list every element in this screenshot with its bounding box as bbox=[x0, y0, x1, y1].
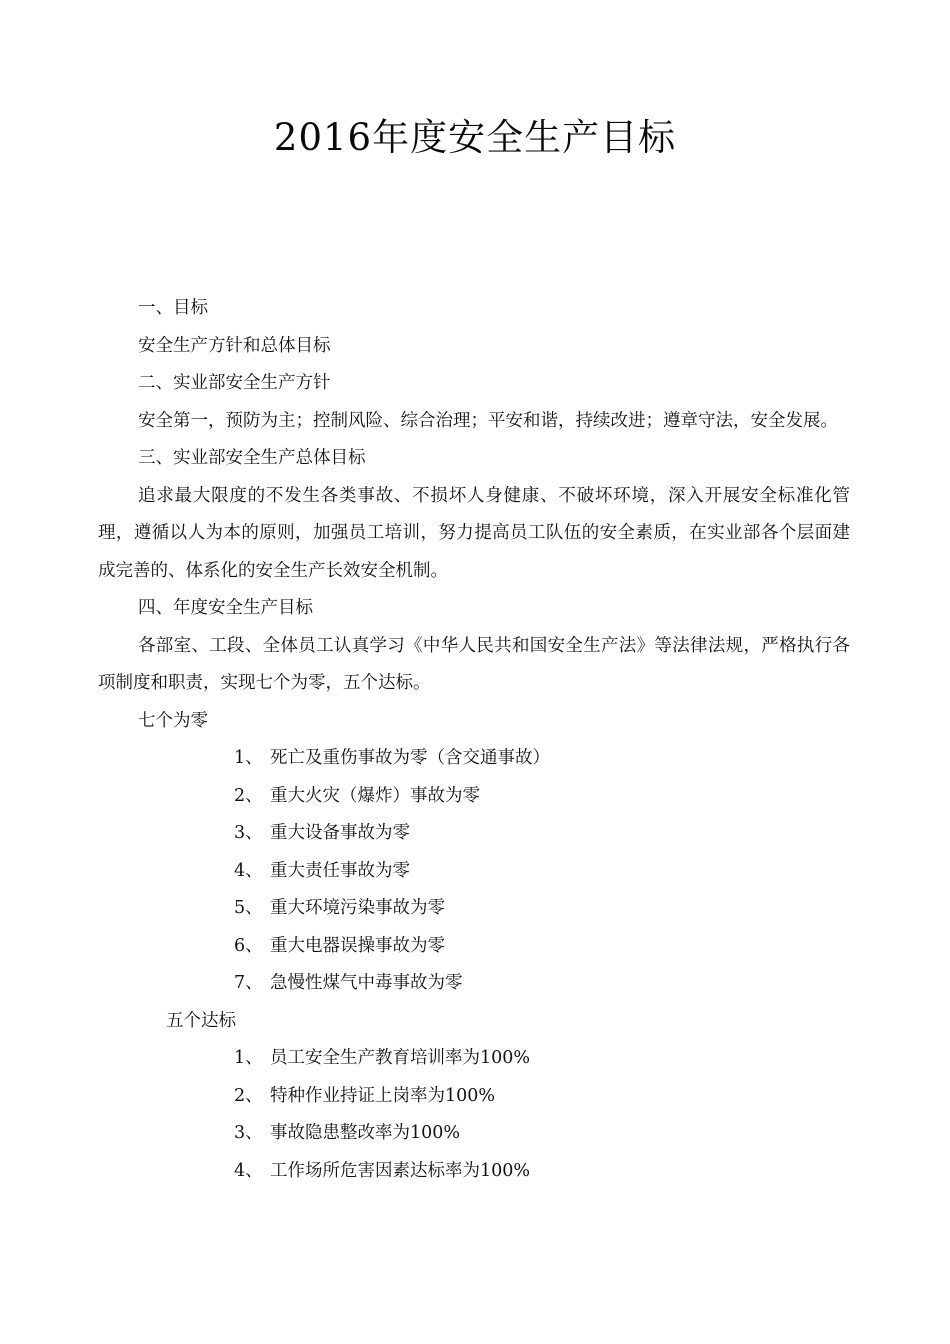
list-item-number: 4、 bbox=[234, 1160, 263, 1181]
five-standards-heading: 五个达标 bbox=[166, 1010, 236, 1031]
seven-zero-heading: 七个为零 bbox=[138, 710, 208, 731]
list-item-number: 2、 bbox=[234, 1085, 263, 1106]
list-item bbox=[98, 1078, 850, 1116]
list-item-text: 工作场所危害因素达标率为100% bbox=[270, 1160, 531, 1181]
list-item-text: 重大责任事故为零 bbox=[270, 860, 410, 881]
list-item bbox=[98, 815, 850, 853]
list-item-text: 重大设备事故为零 bbox=[270, 823, 410, 843]
list-item-number: 1、 bbox=[234, 748, 263, 768]
list-item bbox=[98, 1040, 850, 1078]
list-item-number: 7、 bbox=[234, 973, 263, 993]
section-heading-1: 一、目标 bbox=[138, 298, 208, 318]
section-heading-2: 二、实业部安全生产方针 bbox=[138, 373, 331, 393]
section-heading-4: 四、年度安全生产目标 bbox=[138, 598, 313, 618]
list-item-number: 3、 bbox=[234, 1123, 263, 1143]
list-item bbox=[98, 1115, 850, 1153]
list-item bbox=[98, 778, 850, 816]
list-item-text: 重大火灾（爆炸）事故为零 bbox=[270, 785, 480, 806]
list-item-number: 5、 bbox=[234, 898, 263, 918]
list-item bbox=[98, 1153, 850, 1191]
section-body-1: 安全生产方针和总体目标 bbox=[138, 335, 331, 356]
document-body bbox=[98, 290, 850, 1190]
list-item-number: 2、 bbox=[234, 785, 263, 806]
list-item-text: 特种作业持证上岗率为100% bbox=[270, 1085, 496, 1106]
list-item bbox=[98, 928, 850, 966]
section-body-2: 安全第一，预防为主；控制风险、综合治理；平安和谐，持续改进；遵章守法，安全发展。 bbox=[138, 410, 838, 431]
list-item-number: 6、 bbox=[234, 935, 263, 956]
list-item bbox=[98, 853, 850, 891]
list-item bbox=[98, 965, 850, 1003]
list-item-number: 3、 bbox=[234, 823, 263, 843]
list-item-text: 重大环境污染事故为零 bbox=[270, 898, 445, 918]
list-item-number: 1、 bbox=[234, 1048, 263, 1068]
list-item-number: 4、 bbox=[234, 860, 263, 881]
list-item bbox=[98, 890, 850, 928]
page-title: 2016年度安全生产目标 bbox=[273, 116, 677, 159]
list-item bbox=[98, 740, 850, 778]
section-body-3: 追求最大限度的不发生各类事故、不损坏人身健康、不破坏环境，深入开展安全标准化管理，遵循以人为本的原则，加强员工培训，努力提高员工队伍的安全素质，在实业部各个层面建成完善的、体系化的安全生产长效安全机制。 bbox=[98, 485, 850, 581]
section-body-4: 各部室、工段、全体员工认真学习《中华人民共和国安全生产法》等法律法规，严格执行各项制度和职责，实现七个为零，五个达标。 bbox=[98, 635, 850, 693]
list-item-text: 死亡及重伤事故为零（含交通事故） bbox=[270, 748, 550, 768]
section-heading-3: 三、实业部安全生产总体目标 bbox=[138, 448, 366, 468]
list-item-text: 重大电器误操事故为零 bbox=[270, 935, 445, 956]
list-item-text: 事故隐患整改率为100% bbox=[270, 1123, 461, 1143]
list-item-text: 急慢性煤气中毒事故为零 bbox=[270, 973, 463, 993]
list-item-text: 员工安全生产教育培训率为100% bbox=[270, 1048, 531, 1068]
